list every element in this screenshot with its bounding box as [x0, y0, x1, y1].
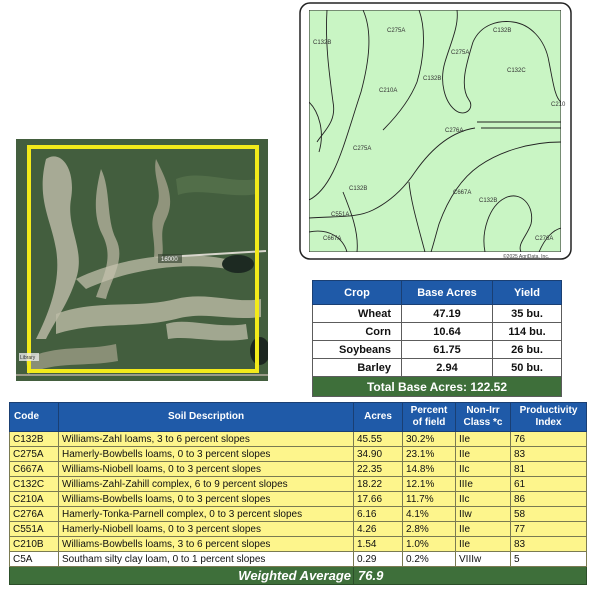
- soil-description: Williams-Zahl-Zahill complex, 6 to 9 percent slopes: [59, 477, 354, 492]
- map-label: C132C: [507, 68, 526, 74]
- map-label: C132B: [349, 186, 368, 192]
- crop-yield: 26 bu.: [493, 341, 562, 359]
- map-label: C132B: [313, 40, 332, 46]
- soil-map: [299, 2, 572, 260]
- map-label: C210A: [379, 88, 398, 94]
- soil-description: Williams-Bowbells loams, 3 to 6 percent slopes: [59, 537, 354, 552]
- crop-name: Wheat: [313, 305, 402, 323]
- map-label: C275A: [387, 28, 406, 34]
- soil-header-code: Code: [10, 403, 59, 432]
- soil-code: C210A: [10, 492, 59, 507]
- soil-header-nonirr: Non-Irr Class *c: [456, 403, 511, 432]
- soil-code: C132B: [10, 432, 59, 447]
- soil-percent: 12.1%: [403, 477, 456, 492]
- soil-acres: 18.22: [354, 477, 403, 492]
- soil-row: [10, 492, 587, 507]
- crop-yield: 35 bu.: [493, 305, 562, 323]
- soil-class: VIIIw: [456, 552, 511, 567]
- weighted-average-row: [10, 567, 587, 585]
- aerial-photo: [16, 139, 268, 381]
- map-label: C276A: [445, 128, 464, 134]
- crop-header-crop: Crop: [313, 281, 402, 305]
- map-label: C667A: [323, 236, 342, 242]
- soil-header-productivity: Productivity Index: [511, 403, 587, 432]
- soil-acres: 1.54: [354, 537, 403, 552]
- soil-code: C275A: [10, 447, 59, 462]
- soil-code: C5A: [10, 552, 59, 567]
- soil-productivity: 86: [511, 492, 587, 507]
- soil-row: [10, 537, 587, 552]
- soil-header-percent: Percent of field: [403, 403, 456, 432]
- soil-row: [10, 507, 587, 522]
- weighted-average-value: 76.9: [354, 567, 587, 585]
- soil-productivity: 58: [511, 507, 587, 522]
- soil-class: IIe: [456, 537, 511, 552]
- crop-acres: 10.64: [402, 323, 493, 341]
- soil-class: IIc: [456, 462, 511, 477]
- crop-row: [313, 341, 562, 359]
- soil-row: [10, 552, 587, 567]
- crop-acres: 2.94: [402, 359, 493, 377]
- map-label: C551A: [331, 212, 350, 218]
- soil-class: IIe: [456, 447, 511, 462]
- soil-acres: 45.55: [354, 432, 403, 447]
- soil-row: [10, 447, 587, 462]
- crop-acres: 61.75: [402, 341, 493, 359]
- map-label: C132B: [493, 28, 512, 34]
- soil-code: C132C: [10, 477, 59, 492]
- soil-code: C276A: [10, 507, 59, 522]
- map-copyright: ©2025 AgriData, Inc.: [503, 254, 550, 260]
- soil-class: IIe: [456, 522, 511, 537]
- soil-productivity: 81: [511, 462, 587, 477]
- crop-row: [313, 359, 562, 377]
- map-label: C276A: [535, 236, 554, 242]
- soil-acres: 22.35: [354, 462, 403, 477]
- aerial-center-label: 16000: [161, 257, 178, 263]
- soil-row: [10, 477, 587, 492]
- crop-yield: 50 bu.: [493, 359, 562, 377]
- map-label: C275A: [451, 50, 470, 56]
- soil-row: [10, 432, 587, 447]
- aerial-image: [16, 139, 268, 381]
- crop-name: Corn: [313, 323, 402, 341]
- soil-table: [9, 402, 587, 585]
- crop-yield: 114 bu.: [493, 323, 562, 341]
- soil-productivity: 83: [511, 537, 587, 552]
- soil-row: [10, 462, 587, 477]
- soil-description: Williams-Niobell loams, 0 to 3 percent slopes: [59, 462, 354, 477]
- soil-description: Southam silty clay loam, 0 to 1 percent slopes: [59, 552, 354, 567]
- soil-code: C210B: [10, 537, 59, 552]
- soil-productivity: 83: [511, 447, 587, 462]
- soil-description: Hamerly-Tonka-Parnell complex, 0 to 3 percent slopes: [59, 507, 354, 522]
- crop-name: Barley: [313, 359, 402, 377]
- soil-percent: 0.2%: [403, 552, 456, 567]
- crop-header-acres: Base Acres: [402, 281, 493, 305]
- soil-acres: 34.90: [354, 447, 403, 462]
- soil-header-description: Soil Description: [59, 403, 354, 432]
- weighted-average-label: Weighted Average: [10, 567, 354, 585]
- crop-row: [313, 305, 562, 323]
- soil-acres: 17.66: [354, 492, 403, 507]
- soil-percent: 23.1%: [403, 447, 456, 462]
- soil-table-header: [10, 403, 587, 432]
- soil-percent: 14.8%: [403, 462, 456, 477]
- soil-productivity: 76: [511, 432, 587, 447]
- map-label: C667A: [453, 190, 472, 196]
- soil-header-acres: Acres: [354, 403, 403, 432]
- soil-percent: 2.8%: [403, 522, 456, 537]
- crop-name: Soybeans: [313, 341, 402, 359]
- soil-acres: 6.16: [354, 507, 403, 522]
- total-base-acres: Total Base Acres: 122.52: [313, 377, 562, 397]
- soil-description: Hamerly-Niobell loams, 0 to 3 percent slopes: [59, 522, 354, 537]
- soil-code: C667A: [10, 462, 59, 477]
- soil-percent: 1.0%: [403, 537, 456, 552]
- soil-class: IIc: [456, 492, 511, 507]
- soil-description: Williams-Bowbells loams, 0 to 3 percent slopes: [59, 492, 354, 507]
- soil-productivity: 77: [511, 522, 587, 537]
- soil-class: IIIe: [456, 477, 511, 492]
- soil-productivity: 5: [511, 552, 587, 567]
- crop-total-row: [313, 377, 562, 397]
- crop-acres: 47.19: [402, 305, 493, 323]
- map-label: C132B: [479, 198, 498, 204]
- soil-percent: 4.1%: [403, 507, 456, 522]
- aerial-left-label: Library: [20, 355, 36, 361]
- map-label: C275A: [353, 146, 372, 152]
- soil-percent: 11.7%: [403, 492, 456, 507]
- soil-class: IIe: [456, 432, 511, 447]
- crop-header-yield: Yield: [493, 281, 562, 305]
- soil-percent: 30.2%: [403, 432, 456, 447]
- soil-acres: 0.29: [354, 552, 403, 567]
- map-label: C132B: [423, 76, 442, 82]
- soil-row: [10, 522, 587, 537]
- soil-code: C551A: [10, 522, 59, 537]
- soil-description: Williams-Zahl loams, 3 to 6 percent slopes: [59, 432, 354, 447]
- crop-table: [312, 280, 562, 397]
- soil-class: IIw: [456, 507, 511, 522]
- soil-productivity: 61: [511, 477, 587, 492]
- crop-table-header: [313, 281, 562, 305]
- map-label: C210: [551, 102, 566, 108]
- soil-acres: 4.26: [354, 522, 403, 537]
- soil-description: Hamerly-Bowbells loams, 0 to 3 percent slopes: [59, 447, 354, 462]
- crop-row: [313, 323, 562, 341]
